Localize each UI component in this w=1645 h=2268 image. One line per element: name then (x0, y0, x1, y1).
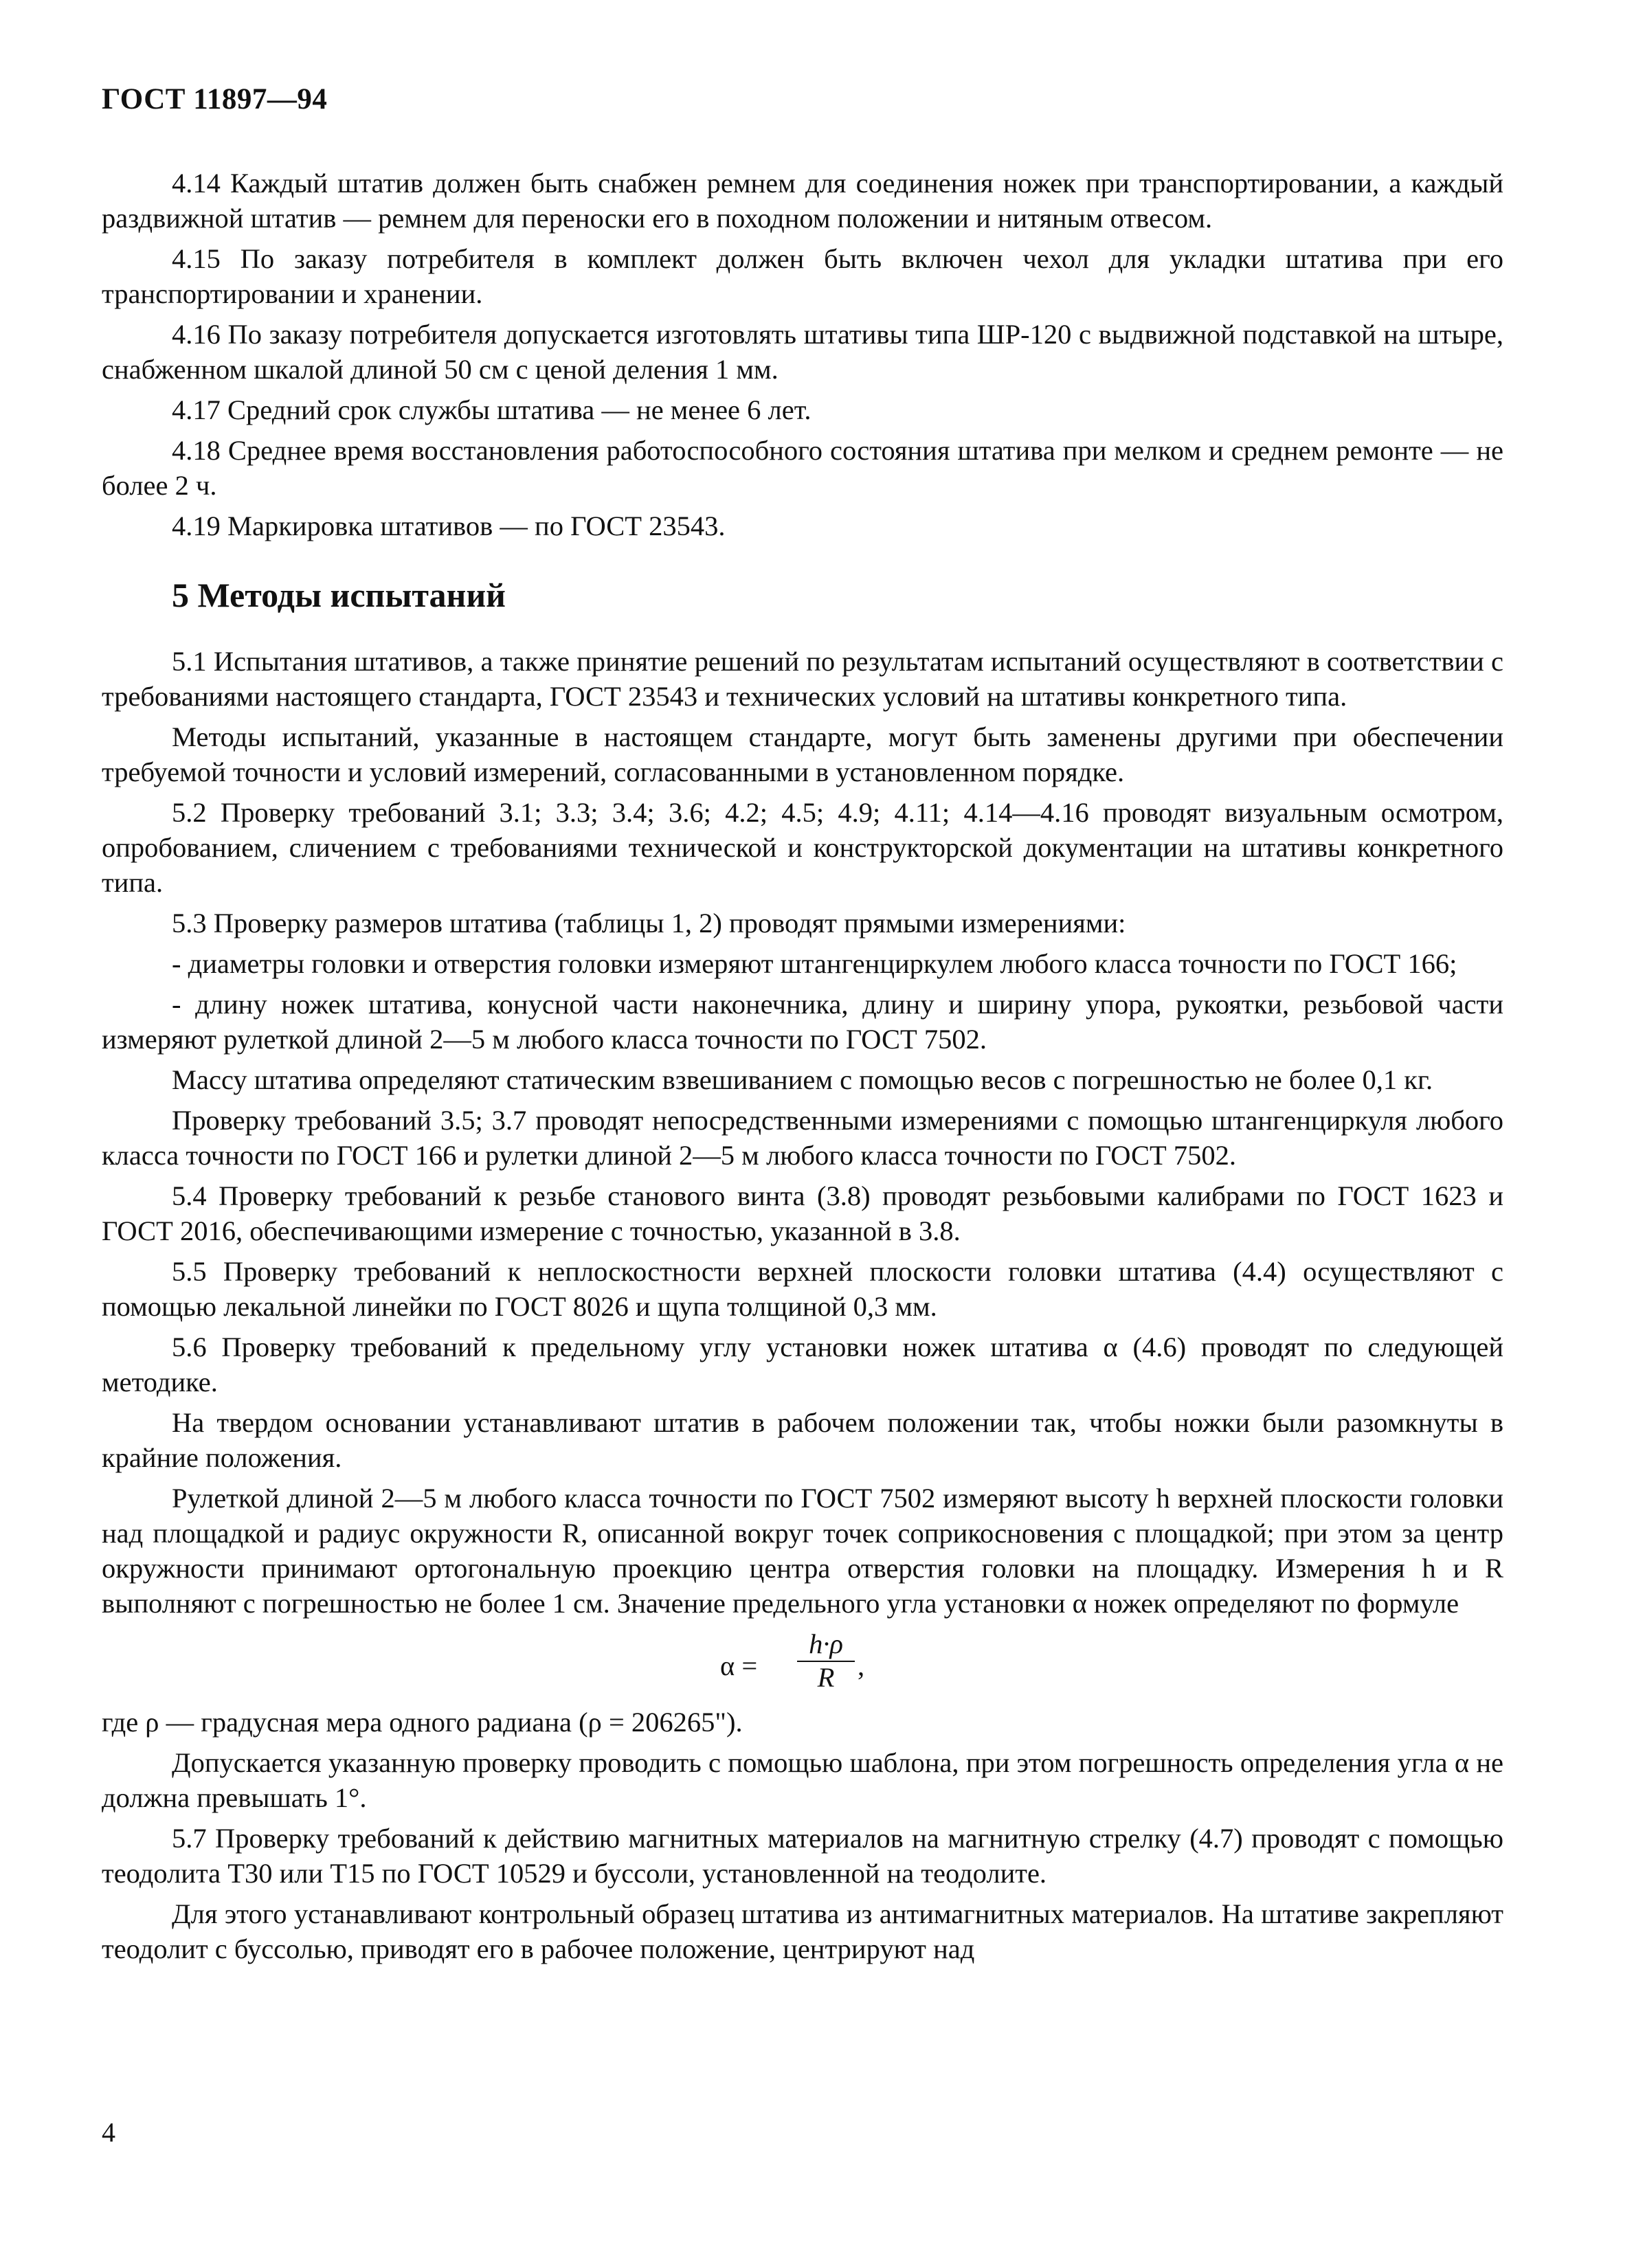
paragraph-check-3-5: Проверку требований 3.5; 3.7 проводят непосредственными измерениями с помощью штангенциркуля любого класса точности по ГОСТ 166 и рулетки длиной 2—5 м любого класса точности по ГОСТ 7502. (102, 1105, 1503, 1171)
page-number: 4 (102, 2117, 115, 2148)
formula-numerator: h·ρ (797, 1629, 855, 1662)
paragraph-5-6: 5.6 Проверку требований к предельному углу установки ножек штатива α (4.6) проводят по следующей методике. (102, 1332, 1503, 1397)
paragraph-4-15: 4.15 По заказу потребителя в комплект должен быть включен чехол для укладки штатива при его транспортировании и хранении. (102, 243, 1503, 309)
paragraph-5-5: 5.5 Проверку требований к неплоскостности верхней плоскости головки штатива (4.4) осуществляют с помощью лекальной линейки по ГОСТ 8026 и щупа толщиной 0,3 мм. (102, 1256, 1503, 1322)
paragraph-5-2: 5.2 Проверку требований 3.1; 3.3; 3.4; 3.6; 4.2; 4.5; 4.9; 4.11; 4.14—4.16 проводят визуальным осмотром, опробованием, сличением с требованиями технической и конструкторской документации на штативы конкретного типа. (102, 797, 1503, 898)
paragraph-mass: Массу штатива определяют статическим взвешиванием с помощью весов с погрешностью не более 0,1 кг. (172, 1064, 1433, 1095)
formula-lhs: α = (720, 1650, 758, 1681)
paragraph-template: Допускается указанную проверку проводить с помощью шаблона, при этом погрешность определения угла α не должна превышать 1°. (102, 1747, 1503, 1813)
paragraph-rho: где ρ — градусная мера одного радиана (ρ = 206265"). (102, 1707, 743, 1738)
paragraph-sample: Для этого устанавливают контрольный образец штатива из антимагнитных материалов. На штативе закрепляют теодолит с буссолью, приводят его в рабочее положение, центрируют над (102, 1898, 1503, 1964)
paragraph-4-14: 4.14 Каждый штатив должен быть снабжен ремнем для соединения ножек при транспортировании, а каждый раздвижной штатив — ремнем для переноски его в походном положении и нитяным отвесом. (102, 168, 1503, 234)
paragraph-setup: На твердом основании устанавливают штатив в рабочем положении так, чтобы ножки были разомкнуты в крайние положения. (102, 1407, 1503, 1473)
formula-comma: , (858, 1650, 865, 1681)
paragraph-5-1: 5.1 Испытания штативов, а также принятие решений по результатам испытаний осуществляют в соответствии с требованиями настоящего стандарта, ГОСТ 23543 и технических условий на штативы конкретного типа. (102, 646, 1503, 712)
paragraph-5-4: 5.4 Проверку требований к резьбе станового винта (3.8) проводят резьбовыми калибрами по ГОСТ 1623 и ГОСТ 2016, обеспечивающими измерение с точностью, указанной в 3.8. (102, 1180, 1503, 1246)
paragraph-4-18: 4.18 Среднее время восстановления работоспособного состояния штатива при мелком и среднем ремонте — не более 2 ч. (102, 435, 1503, 501)
paragraph-diameters: - диаметры головки и отверстия головки измеряют штангенциркулем любого класса точности по ГОСТ 166; (172, 948, 1457, 979)
paragraph-5-7: 5.7 Проверку требований к действию магнитных материалов на магнитную стрелку (4.7) проводят с помощью теодолита Т30 или Т15 по ГОСТ 10529 и буссоли, установленной на теодолите. (102, 1823, 1503, 1889)
paragraph-4-17: 4.17 Средний срок службы штатива — не менее 6 лет. (172, 394, 812, 425)
paragraph-methods: Методы испытаний, указанные в настоящем стандарте, могут быть заменены другими при обеспечении требуемой точности и условий измерений, согласованными в установленном порядке. (102, 721, 1503, 787)
document-page (102, 82, 1503, 1966)
paragraph-5-3: 5.3 Проверку размеров штатива (таблицы 1, 2) проводят прямыми измерениями: (172, 908, 1126, 939)
paragraph-measure: Рулеткой длиной 2—5 м любого класса точности по ГОСТ 7502 измеряют высоту h верхней плоскости головки над площадкой и радиус окружности R, описанной вокруг точек соприкосновения с площадкой; при этом за центр окружности принимают ортогональную проекцию центра отверстия головки на площадку. Измерения h и R выполняют с погрешностью не более 1 см. Значение предельного угла установки α ножек определяют по формуле (102, 1483, 1503, 1619)
angle-formula (102, 1629, 1503, 1700)
paragraph-lengths: - длину ножек штатива, конусной части наконечника, длину и ширину упора, рукоятки, резьбовой части измеряют рулеткой длиной 2—5 м любого класса точности по ГОСТ 7502. (102, 989, 1503, 1055)
formula-fraction (797, 1629, 855, 1694)
paragraph-4-19: 4.19 Маркировка штативов — по ГОСТ 23543. (172, 510, 726, 541)
formula-denominator: R (817, 1662, 835, 1693)
section-title: 5 Методы испытаний (172, 576, 506, 614)
document-header: ГОСТ 11897—94 (102, 83, 328, 115)
paragraph-4-16: 4.16 По заказу потребителя допускается изготовлять штативы типа ШР-120 с выдвижной подставкой на штыре, снабженном шкалой длиной 50 см с ценой деления 1 мм. (102, 319, 1503, 385)
